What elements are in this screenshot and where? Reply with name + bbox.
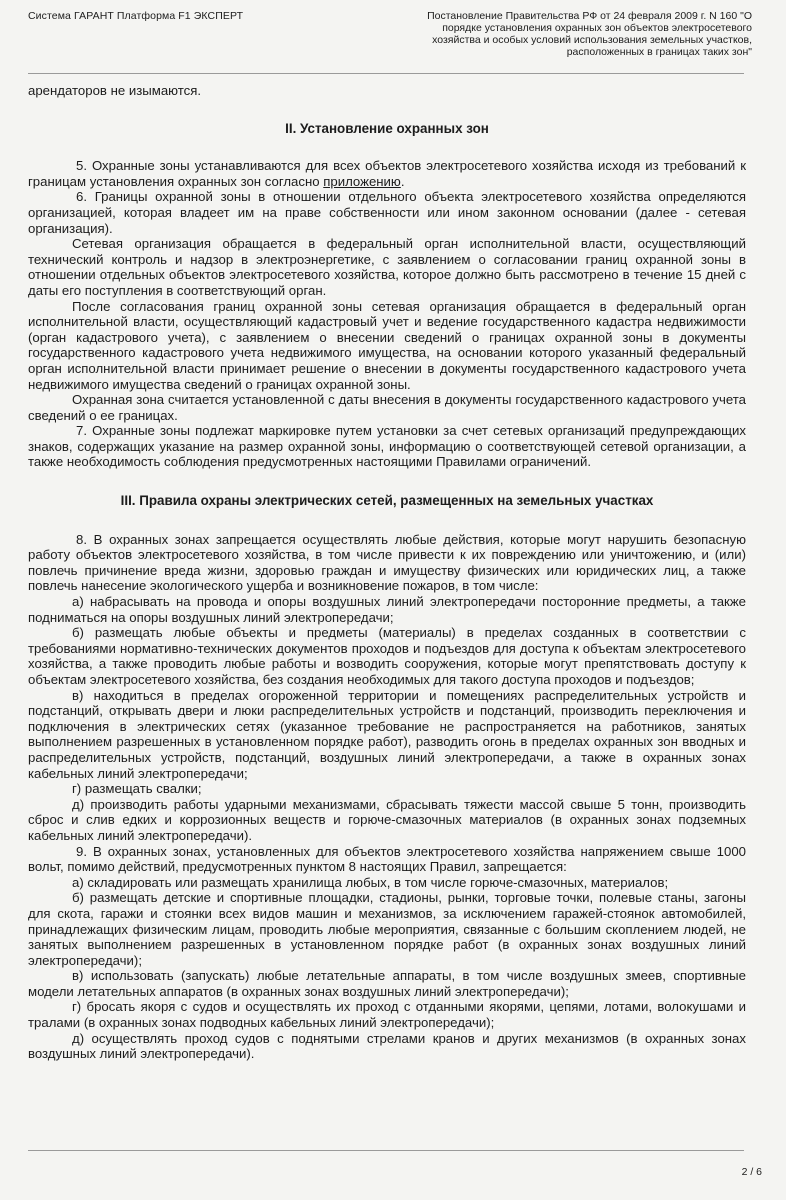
- appendix-link[interactable]: приложению: [323, 173, 401, 189]
- paragraph-8-a: а) набрасывать на провода и опоры воздушных линий электропередачи посторонние предметы, а также подниматься на опоры воздушных линий электропередачи;: [28, 594, 746, 625]
- paragraph-9-a: а) складировать или размещать хранилища любых, в том числе горюче-смазочных, материалов;: [72, 874, 669, 890]
- paragraph-9-e: д) осуществлять проход судов с поднятыми стрелами кранов и других механизмов (в охранных зонах воздушных линий электропередачи).: [28, 1030, 746, 1062]
- continuation-text: арендаторов не изымаются.: [28, 83, 202, 98]
- paragraph-9-b: б) размещать детские и спортивные площадки, стадионы, рынки, торговые точки, полевые станы, загоны для скота, гаражи и стоянки всех видов машин и механизмов, за исключением гаражей-стоянок автомобилей, принадлежащих физическим лицам, проводить любые мероприятия, связанные с большим скоплением людей, не занятых выполнением разрешенных в установленном порядке работ (в охранных зонах воздушных линий электропередачи);: [28, 890, 746, 968]
- page-number: 2 / 6: [741, 1166, 762, 1178]
- paragraph-8-b: б) размещать любые объекты и предметы (материалы) в пределах созданных в соответствии с требованиями нормативно-технических документов проходов и подъездов для доступа к объектам электросетевого хозяйства, а также проводить любые работы и возводить сооружения, которые могут препятствовать доступу к объектам электросетевого хозяйства, без создания необходимых для такого доступа проходов и подъездов;: [28, 625, 746, 687]
- section-heading-3: III. Правила охраны электрических сетей, размещенных на земельных участках: [120, 493, 654, 509]
- paragraph-8: 8. В охранных зонах запрещается осуществлять любые действия, которые могут нарушить безопасную работу объектов электросетевого хозяйства, в том числе привести к их повреждению или уничтожению, и (или) повлечь причинение вреда жизни, здоровью граждан и имуществу физических или юридических лиц, а также повлечь нанесение экологического ущерба и возникновение пожаров, в том числе:: [28, 531, 746, 594]
- paragraph-6-b: Сетевая организация обращается в федеральный орган исполнительной власти, осуществляющий технический контроль и надзор в электроэнергетике, с заявлением о согласовании границ охранной зоны в отношении отдельных объектов электросетевого хозяйства, которое должно быть рассмотрено в течение 15 дней с даты его поступления в соответствующий орган.: [28, 236, 746, 298]
- header-system-name: Система ГАРАНТ Платформа F1 ЭКСПЕРТ: [28, 10, 244, 22]
- paragraph-5-end: .: [400, 173, 405, 189]
- paragraph-7: 7. Охранные зоны подлежат маркировке путем установки за счет сетевых организаций предупреждающих знаков, содержащих указание на размер охранной зоны, информацию о соответствующей сетевой организации, а также необходимость соблюдения предусмотренных настоящими Правилами ограничений.: [28, 423, 746, 470]
- paragraph-5-text: 5. Охранные зоны устанавливаются для всех объектов электросетевого хозяйства исходя из требований к границам установления охранных зон согласно: [28, 158, 746, 189]
- paragraph-5: [28, 158, 746, 189]
- section-heading-2: II. Установление охранных зон: [285, 120, 489, 136]
- paragraph-6-d: Охранная зона считается установленной с даты внесения в документы государственного кадастрового учета сведений о ее границах.: [28, 392, 746, 423]
- paragraph-8-c: в) находиться в пределах огороженной территории и помещениях распределительных устройств и подстанций, открывать двери и люки распределительных устройств и подстанций, производить переключения и подключения в электрических сетях (указанное требование не распространяется на работников, занятых выполнением разрешенных в установленном порядке работ), разводить огонь в пределах охранных зон вводных и распределительных устройств, подстанций, воздушных линий электропередачи, а также в охранных зонах кабельных линий электропередачи;: [28, 687, 746, 781]
- document-body: [28, 83, 746, 1062]
- paragraph-9-c: в) использовать (запускать) любые летательные аппараты, в том числе воздушных змеев, спортивные модели летательных аппаратов (в охранных зонах воздушных линий электропередачи);: [28, 968, 746, 999]
- header-divider: [28, 73, 744, 74]
- paragraph-9-d: г) бросать якоря с судов и осуществлять их проход с отданными якорями, цепями, лотами, волокушами и тралами (в охранных зонах подводных кабельных линий электропередачи);: [28, 999, 746, 1031]
- footer-divider: [28, 1150, 744, 1151]
- paragraph-9: 9. В охранных зонах, установленных для объектов электросетевого хозяйства напряжением свыше 1000 вольт, помимо действий, предусмотренных пунктом 8 настоящих Правил, запрещается:: [28, 843, 746, 875]
- paragraph-6: 6. Границы охранной зоны в отношении отдельного объекта электросетевого хозяйства определяются организацией, которая владеет им на праве собственности или ином законном основании (далее - сетевая организация).: [28, 189, 746, 236]
- paragraph-8-e: д) производить работы ударными механизмами, сбрасывать тяжести массой свыше 5 тонн, производить сброс и слив едких и коррозионных веществ и горюче-смазочных материалов (в охранных зонах подземных кабельных линий электропередачи).: [28, 796, 746, 843]
- header-document-title: Постановление Правительства РФ от 24 февраля 2009 г. N 160 "О порядке установления охранных зон объектов электросетевого хозяйства и особых условий использования земельных участков, расположенных в границах таких зон": [427, 10, 752, 58]
- paragraph-6-c: После согласования границ охранной зоны сетевая организация обращается в федеральный орган исполнительной власти, осуществляющий кадастровый учет и ведение государственного кадастра недвижимости (орган кадастрового учета), с заявлением о внесении сведений о границах охранной зоны в документы государственного кадастрового учета недвижимого имущества, на основании которого указанный федеральный орган исполнительной власти принимает решение о внесении в документы государственного кадастрового учета недвижимого имущества сведений о границах охранной зоны.: [28, 298, 746, 392]
- paragraph-8-d: г) размещать свалки;: [72, 781, 202, 797]
